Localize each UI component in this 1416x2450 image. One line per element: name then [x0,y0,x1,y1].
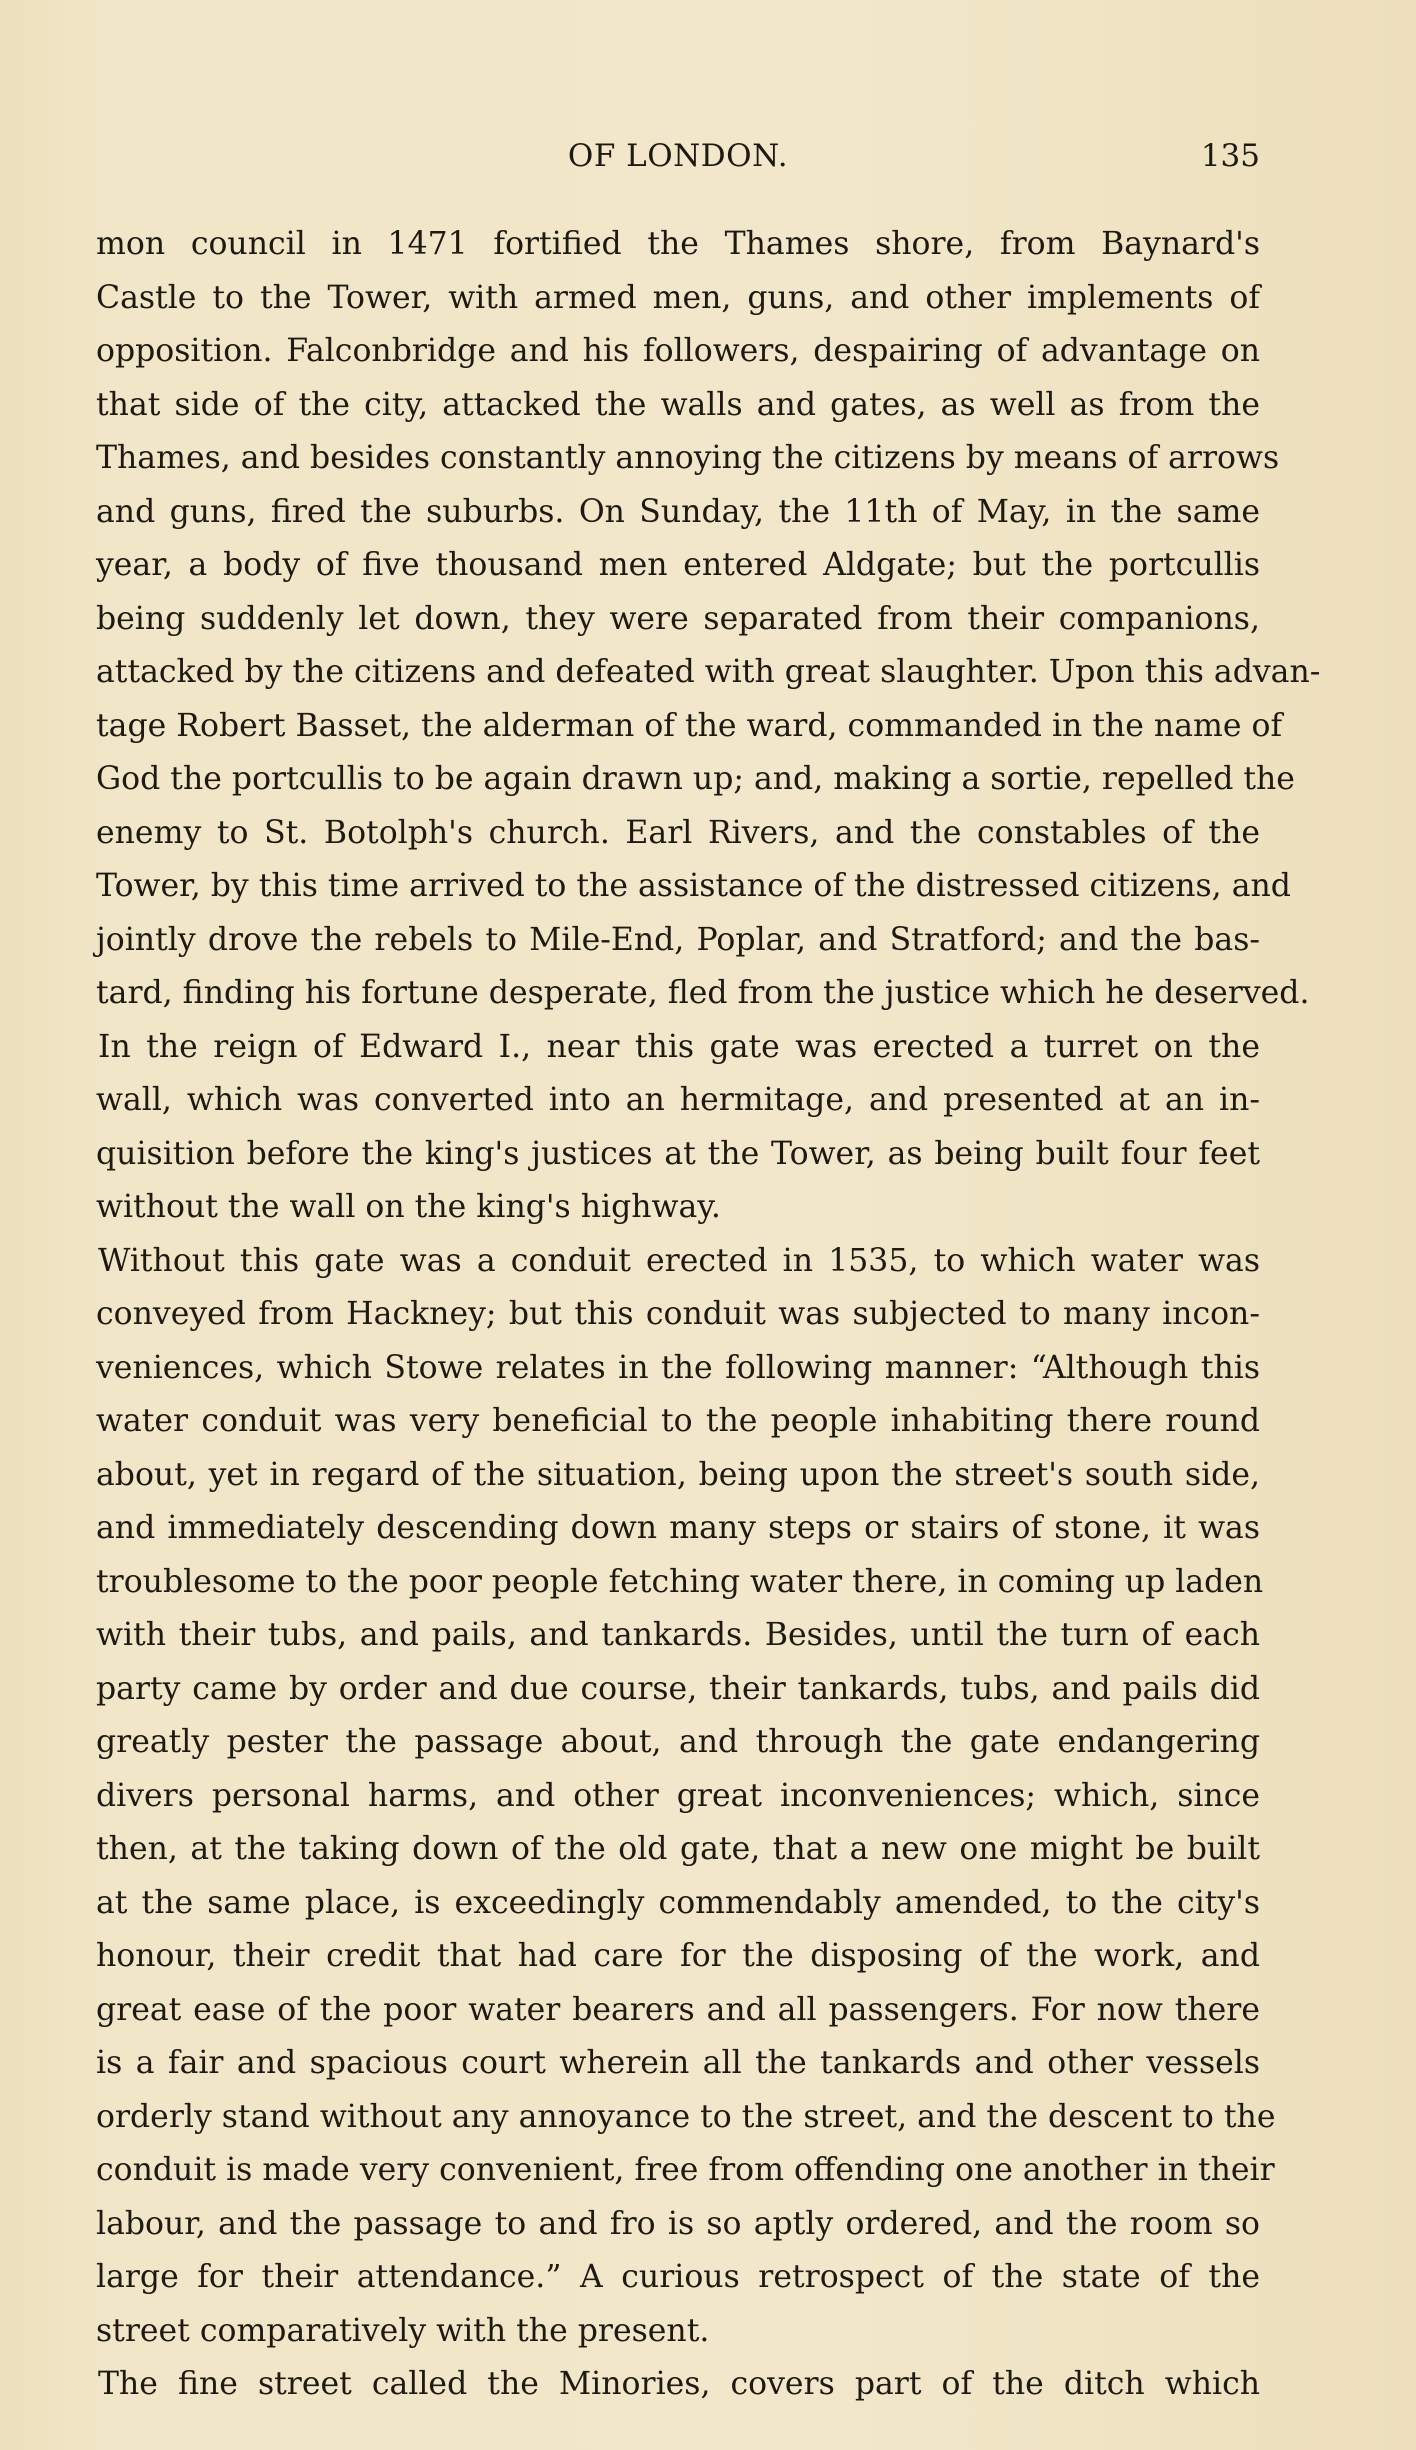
text-line: tard, finding his fortune desperate, fled from the justice which he deserved. [96,975,1310,1011]
text-line: and guns, fired the suburbs. On Sunday, the 11th of May, in the same [96,493,1260,530]
text-line: party came by order and due course, their tankards, tubs, and pails did [96,1670,1260,1707]
text-line: veniences, which Stowe relates in the following manner: “Although this [96,1349,1260,1386]
text-line: street comparatively with the present. [96,2312,710,2349]
page-number: 135 [1200,138,1260,174]
text-line: jointly drove the rebels to Mile-End, Poplar, and Stratford; and the bas- [96,921,1260,958]
text-line: and immediately descending down many steps or stairs of stone, it was [96,1510,1260,1546]
text-line: divers personal harms, and other great inconveniences; which, since [96,1777,1260,1814]
running-head: OF LONDON. [567,138,789,174]
text-line: Tower, by this time arrived to the assistance of the distressed citizens, and [96,868,1291,904]
text-line: mon council in 1471 fortified the Thames shore, from Baynard's [96,226,1260,262]
text-line: then, at the taking down of the old gate, that a new one might be built [96,1831,1260,1867]
text-line: tage Robert Basset, the alderman of the ward, commanded in the name of [96,707,1283,744]
text-line: enemy to St. Botolph's church. Earl Rivers, and the constables of the [96,814,1260,851]
text-line: conveyed from Hackney; but this conduit was subjected to many incon- [96,1296,1260,1332]
text-line: without the wall on the king's highway. [96,1189,721,1225]
text-line: attacked by the citizens and defeated with great slaughter. Upon this advan- [96,654,1321,690]
text-line: Castle to the Tower, with armed men, guns, and other implements of [96,279,1260,316]
text-line: about, yet in regard of the situation, being upon the street's south side, [96,1456,1260,1493]
text-line: troublesome to the poor people fetching water there, in coming up laden [96,1563,1264,1600]
text-line: honour, their credit that had care for the disposing of the work, and [96,1938,1260,1974]
text-line: that side of the city, attacked the walls and gates, as well as from the [96,386,1260,423]
text-line: Thames, and besides constantly annoying the citizens by means of arrows [96,440,1280,476]
text-line: year, a body of five thousand men entered Aldgate; but the portcullis [96,547,1260,583]
body-text [96,218,1321,2412]
text-line: conduit is made very convenient, free from offending one another in their [96,2152,1275,2188]
text-line: Without this gate was a conduit erected in 1535, to which water was [98,1242,1260,1279]
text-line: great ease of the poor water bearers and all passengers. For now there [96,1991,1260,2028]
text-line: water conduit was very beneficial to the people inhabiting there round [96,1403,1260,1439]
text-line: at the same place, is exceedingly commendably amended, to the city's [96,1884,1260,1921]
text-line: labour, and the passage to and fro is so aptly ordered, and the room so [96,2205,1260,2242]
text-line: large for their attendance.” A curious retrospect of the state of the [96,2259,1260,2295]
text-line: is a fair and spacious court wherein all the tankards and other vessels [96,2045,1260,2081]
text-line: opposition. Falconbridge and his followers, despairing of advantage on [96,333,1260,369]
text-line: wall, which was converted into an hermitage, and presented at an in- [96,1082,1260,1118]
text-line: God the portcullis to be again drawn up; and, making a sortie, repelled the [96,761,1295,797]
text-line: with their tubs, and pails, and tankards. Besides, until the turn of each [96,1617,1260,1653]
text-line: orderly stand without any annoyance to the street, and the descent to the [96,2098,1276,2135]
text-line: greatly pester the passage about, and through the gate endangering [96,1724,1260,1760]
text-line: being suddenly let down, they were separated from their companions, [96,600,1260,637]
text-line: The fine street called the Minories, covers part of the ditch which [98,2366,1260,2402]
text-line: In the reign of Edward I., near this gate was erected a turret on the [98,1028,1260,1065]
text-line: quisition before the king's justices at the Tower, as being built four feet [96,1135,1260,1172]
page-header [96,138,1260,184]
